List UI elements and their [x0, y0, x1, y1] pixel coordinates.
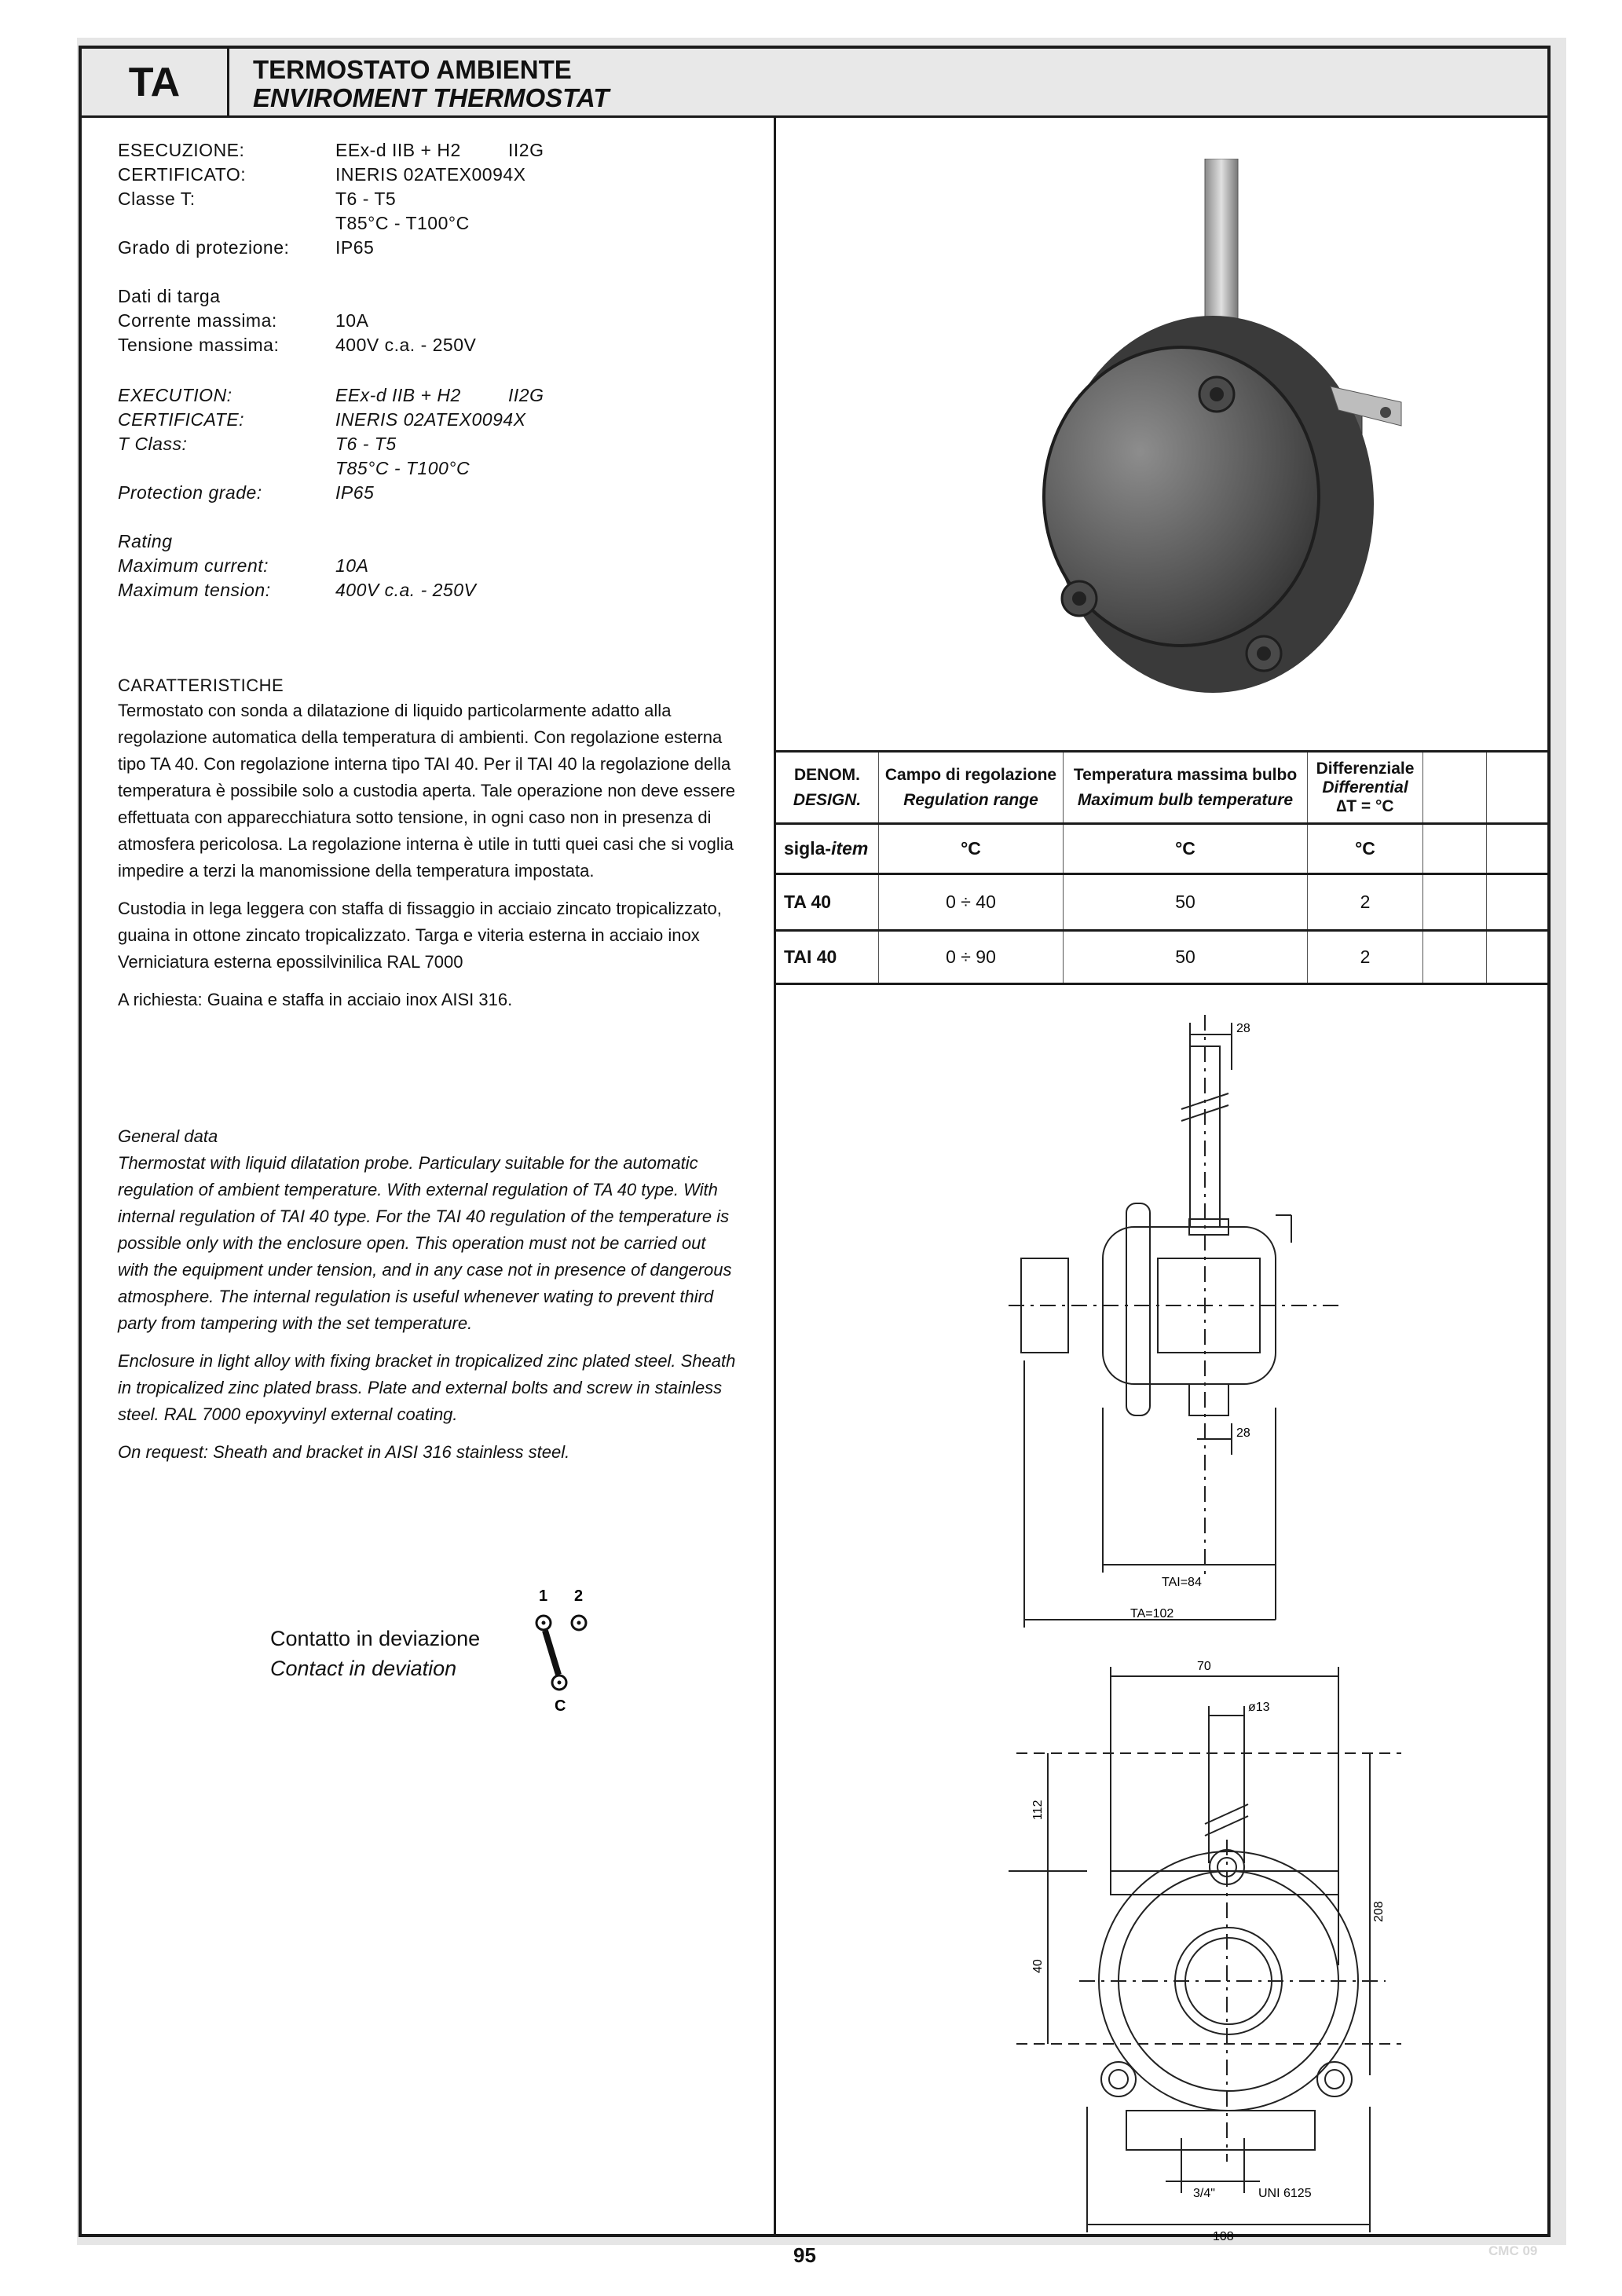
spec-value: T85°C - T100°C — [335, 213, 470, 233]
paragraph: Custodia in lega leggera con staffa di fissaggio in acciaio zincato tropicalizzato, guaina in ottone zincato tropicalizzato. Targa e viteria esterna in acciaio inox Verniciatura esterna epossilvinilica RAL 7000 — [118, 899, 722, 972]
terminal-2-label: 2 — [574, 1587, 584, 1605]
spec-value: IP65 — [335, 482, 375, 503]
dimension-label: 3/4" — [1193, 2187, 1215, 2200]
dimension-label: 108 — [1213, 2230, 1234, 2243]
contact-symbol — [522, 1587, 632, 1728]
contact-label-english: Contact in deviation — [270, 1657, 457, 1680]
spec-label: T Class: — [118, 434, 188, 454]
paragraph: Enclosure in light alloy with fixing bracket in tropicalized zinc plated steel. Sheath in tropicalized zinc plated brass. Plate and external bolts and screw in stainless steel. RAL 7000 epoxyvinyl external coating. — [118, 1351, 736, 1424]
spec-value: EEx-d IIB + H2 — [335, 140, 461, 160]
datasheet-frame — [79, 46, 1551, 2243]
spec-label: Grado di protezione: — [118, 237, 290, 258]
header-cell: DENOM. DESIGN. — [776, 752, 879, 824]
column-divider — [774, 115, 776, 2237]
empty-cell — [1423, 752, 1487, 824]
value-cell: 2 — [1308, 874, 1423, 931]
section-title: General data — [118, 1126, 218, 1146]
spec-label: Classe T: — [118, 189, 196, 209]
terminal-1-label: 1 — [539, 1587, 548, 1605]
spec-table — [776, 750, 1551, 985]
value-cell: 0 ÷ 90 — [879, 931, 1064, 984]
table-header-row — [776, 752, 1551, 824]
spec-value: 10A — [335, 555, 369, 576]
dimension-label: 70 — [1197, 1660, 1211, 1673]
spec-value: IP65 — [335, 237, 375, 258]
description-italian — [118, 674, 738, 1013]
dimension-label: 112 — [1031, 1800, 1045, 1820]
section-title: CARATTERISTICHE — [118, 676, 284, 695]
header-bar — [82, 49, 1547, 118]
value-cell: 50 — [1064, 931, 1308, 984]
contact-label — [270, 1624, 480, 1683]
front-view-drawing — [930, 1651, 1401, 2248]
empty-cell — [1487, 824, 1551, 874]
unit-cell: °C — [879, 824, 1064, 874]
paragraph: On request: Sheath and bracket in AISI 316 stainless steel. — [118, 1442, 570, 1462]
title-italian: TERMOSTATO AMBIENTE — [253, 55, 572, 84]
spec-label: Protection grade: — [118, 482, 262, 503]
spec-value: EEx-d IIB + H2 — [335, 385, 461, 405]
contact-label-italian: Contatto in deviazione — [270, 1627, 481, 1650]
spec-label: Corrente massima: — [118, 310, 277, 331]
spec-label: Maximum tension: — [118, 580, 271, 600]
empty-cell — [1487, 931, 1551, 984]
spec-value: INERIS 02ATEX0094X — [335, 409, 526, 430]
product-code: TA — [82, 49, 229, 115]
page-number: 95 — [793, 2243, 816, 2267]
empty-cell — [1423, 931, 1487, 984]
empty-cell — [1423, 874, 1487, 931]
dimension-label: 40 — [1031, 1959, 1045, 1973]
table-unit-row — [776, 824, 1551, 874]
paragraph: Termostato con sonda a dilatazione di liquido particolarmente adatto alla regolazione automatica della temperatura di ambienti. Con regolazione esterna tipo TA 40. Con regolazione interna tipo TAI 40. Per il TAI 40 la regolazione della temperatura è possibile solo a custodia aperta. Tale operazione non deve essere effettuata con apparecchiatura sotto tensione, in ogni caso non in presenza di atmosfera pericolosa. La regolazione interna è utile in tutti quei casi che si voglia impedire a terzi la manomissione della temperatura impostata. — [118, 701, 735, 881]
footer-code: CMC 09 — [1488, 2243, 1538, 2258]
header-cell: Differenziale Differential ∆T = °C — [1308, 752, 1423, 824]
terminal-c-label: C — [555, 1697, 566, 1715]
spec-value: T85°C - T100°C — [335, 458, 470, 478]
rating-title: Dati di targa — [118, 286, 221, 306]
spec-value: II2G — [508, 140, 544, 160]
value-cell: 2 — [1308, 931, 1423, 984]
unit-cell: sigla-item — [776, 824, 879, 874]
header-cell: Temperatura massima bulbo Maximum bulb temperature — [1064, 752, 1308, 824]
spec-label: Maximum current: — [118, 555, 269, 576]
unit-cell: °C — [1308, 824, 1423, 874]
model-cell: TA 40 — [776, 874, 879, 931]
dimension-label: UNI 6125 — [1258, 2187, 1312, 2200]
spec-value: 10A — [335, 310, 369, 331]
spec-label: ESECUZIONE: — [118, 140, 245, 160]
description-english — [118, 1123, 738, 1466]
dimension-label: 208 — [1372, 1901, 1386, 1922]
dimension-label: 28 — [1236, 1426, 1250, 1440]
product-photo — [1024, 159, 1441, 787]
spec-value: 400V c.a. - 250V — [335, 335, 477, 355]
spec-label: CERTIFICATE: — [118, 409, 245, 430]
paragraph: A richiesta: Guaina e staffa in acciaio inox AISI 316. — [118, 990, 513, 1009]
rating-title: Rating — [118, 531, 173, 551]
empty-cell — [1487, 752, 1551, 824]
table-row — [776, 874, 1551, 931]
dimension-label: 28 — [1236, 1022, 1250, 1035]
spec-label: CERTIFICATO: — [118, 164, 247, 185]
spec-value: T6 - T5 — [335, 189, 397, 209]
unit-cell: °C — [1064, 824, 1308, 874]
title-english: ENVIROMENT THERMOSTAT — [253, 83, 610, 112]
spec-label: Tensione massima: — [118, 335, 280, 355]
table-row — [776, 931, 1551, 984]
paragraph: Thermostat with liquid dilatation probe. Particulary suitable for the automatic regulation of ambient temperature. With external regulation of TA 40 type. With internal regulation of TAI 40 type. For the TAI 40 regulation of the temperature is possible only with the enclosure open. This operation must not be carried out with the equipment under tension, and in any case not in presence of dangerous atmosphere. The internal regulation is useful whenever wating to prevent third party from tampering with the set temperature. — [118, 1153, 732, 1333]
header-cell: Campo di regolazione Regulation range — [879, 752, 1064, 824]
model-cell: TAI 40 — [776, 931, 879, 984]
dimension-label: TA=102 — [1130, 1607, 1174, 1620]
dimension-label: TAI=84 — [1162, 1576, 1202, 1589]
dimension-label: ø13 — [1248, 1701, 1270, 1714]
spec-value: INERIS 02ATEX0094X — [335, 164, 526, 185]
empty-cell — [1423, 824, 1487, 874]
spec-value: 400V c.a. - 250V — [335, 580, 477, 600]
spec-label: EXECUTION: — [118, 385, 232, 405]
empty-cell — [1487, 874, 1551, 931]
spec-value: II2G — [508, 385, 544, 405]
spec-value: T6 - T5 — [335, 434, 397, 454]
value-cell: 50 — [1064, 874, 1308, 931]
side-view-drawing — [930, 1015, 1370, 1643]
value-cell: 0 ÷ 40 — [879, 874, 1064, 931]
